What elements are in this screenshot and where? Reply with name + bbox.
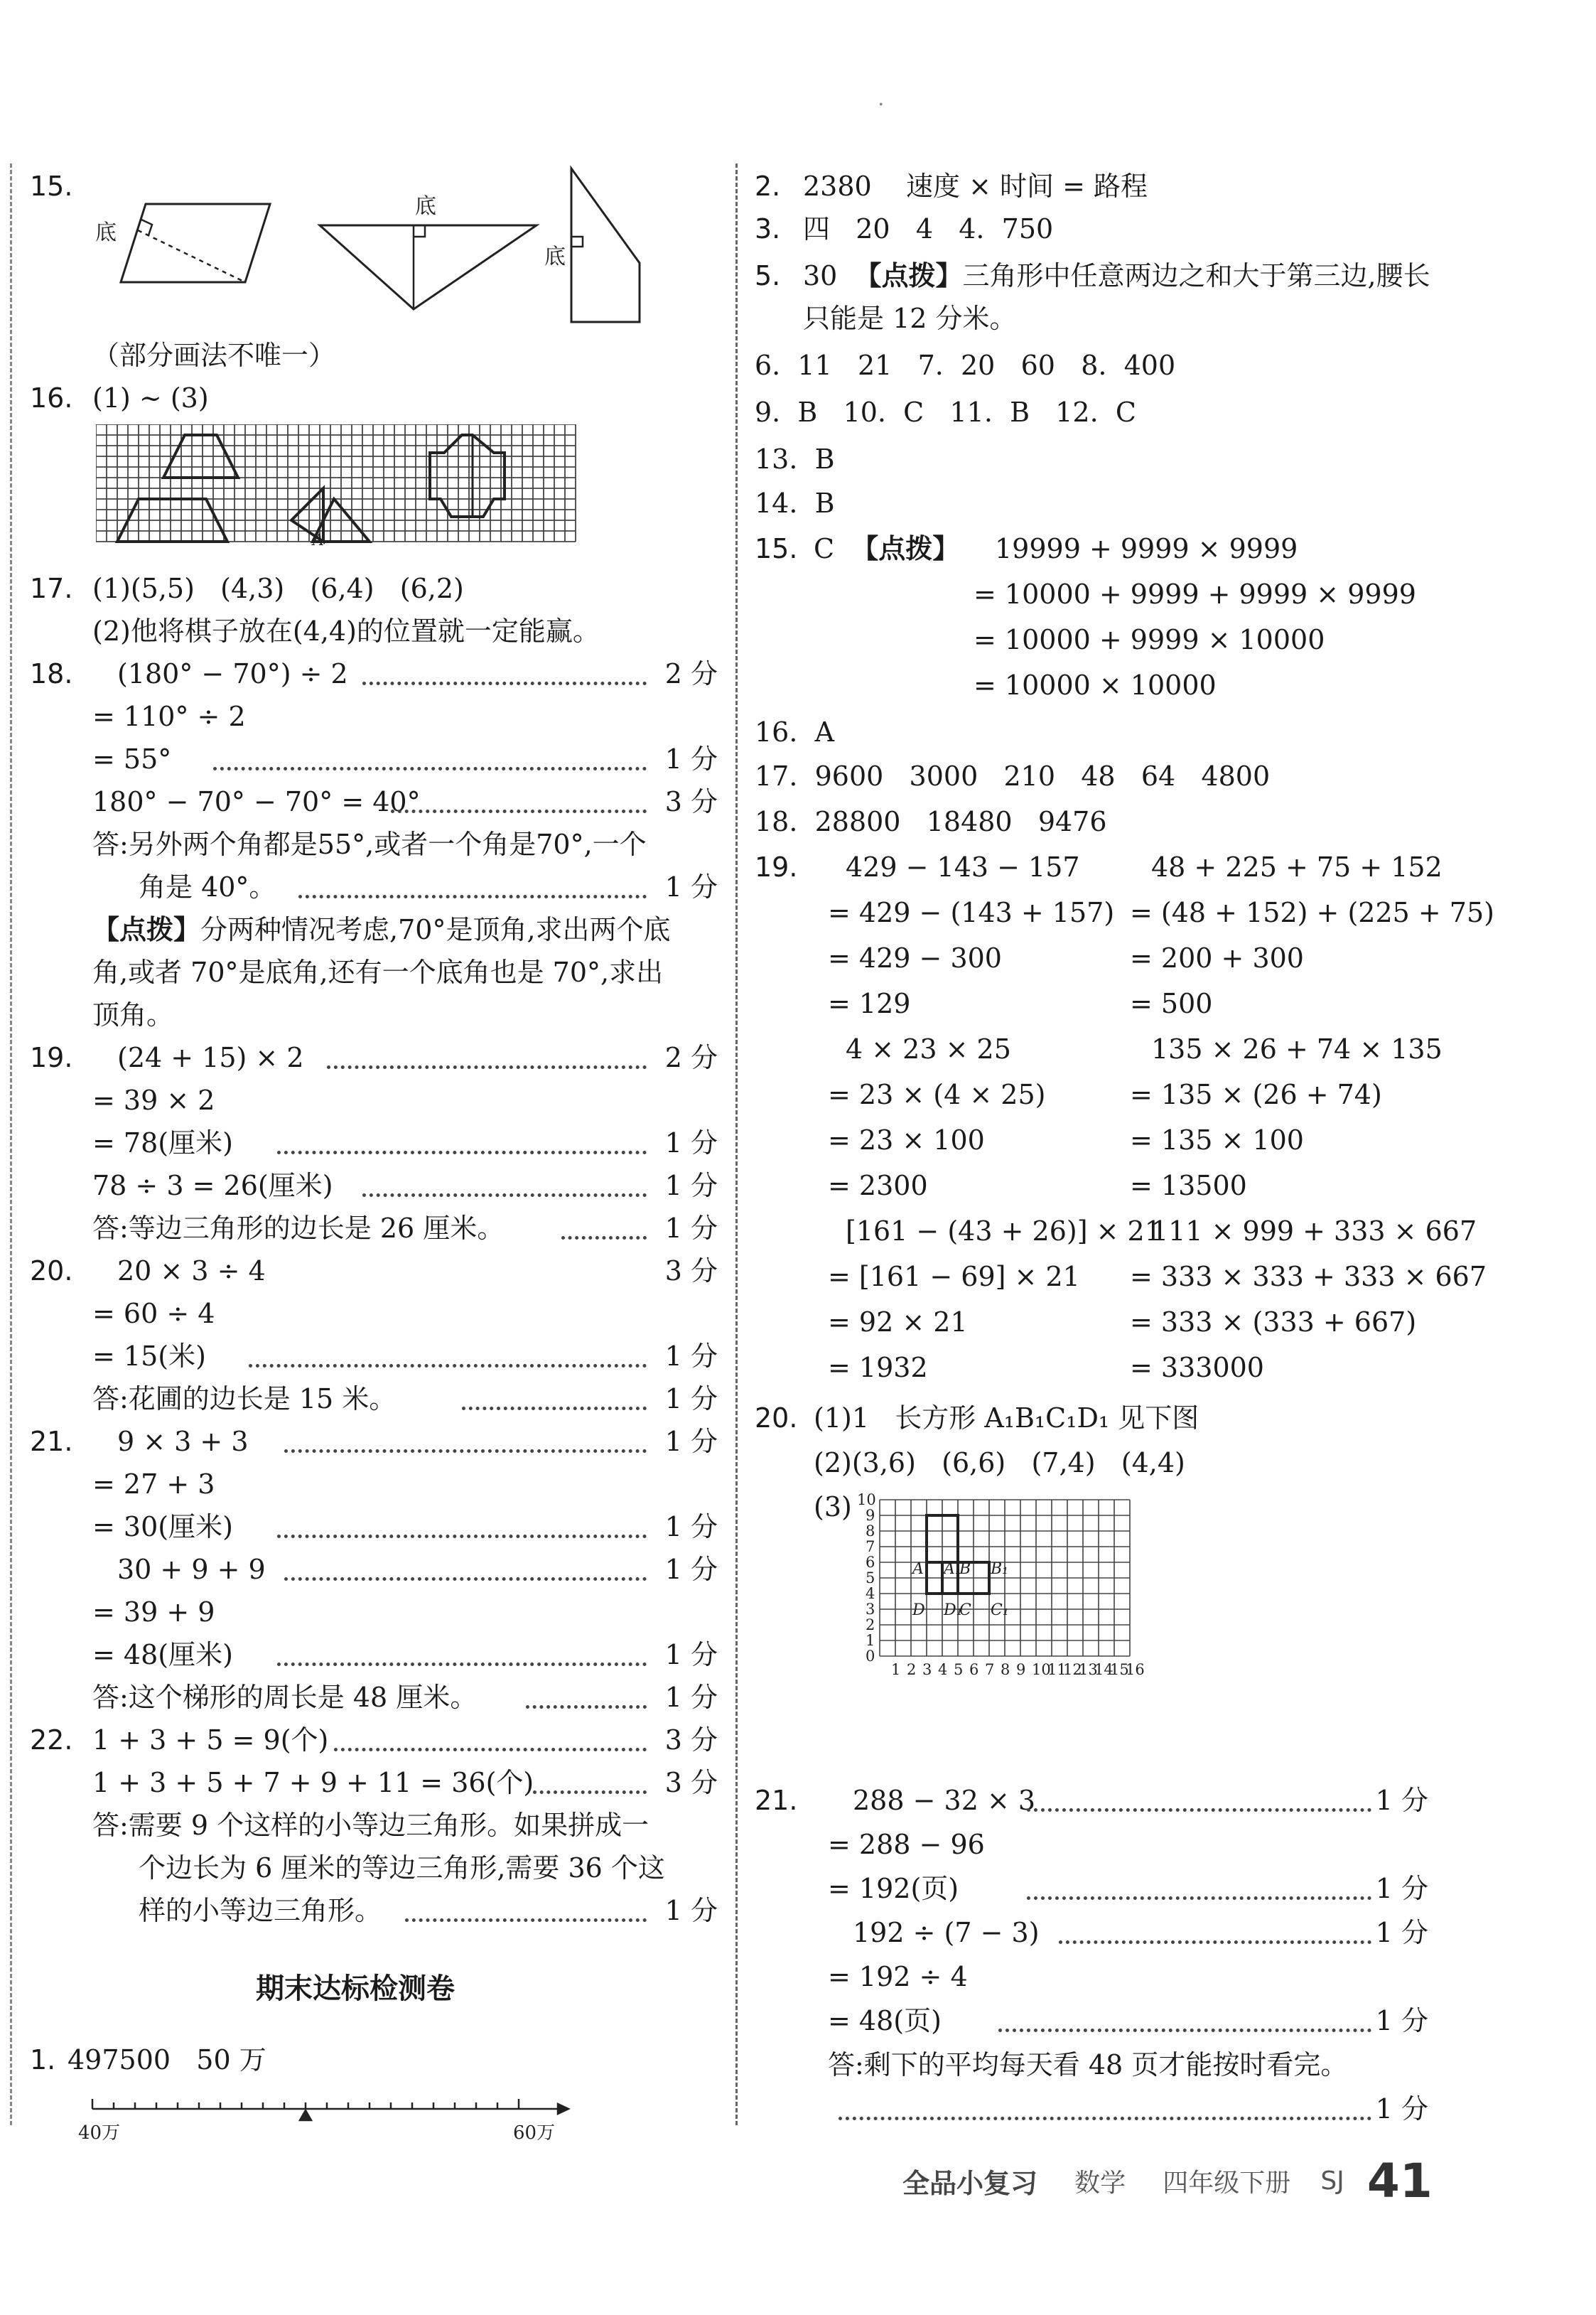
q18-tip-line2: 角,或者 70°是底角,还有一个底角也是 70°,求出 bbox=[92, 957, 664, 988]
r15-answer: C bbox=[814, 533, 852, 564]
grid20-point-label: D bbox=[912, 1601, 925, 1619]
r21-score6: 1 分 bbox=[1375, 2005, 1428, 2036]
q20-line2: = 60 ÷ 4 bbox=[92, 1298, 215, 1329]
q22-line2: 1 + 3 + 5 + 7 + 9 + 11 = 36(个) bbox=[92, 1767, 534, 1798]
r21-line4: 192 ÷ (7 − 3) bbox=[853, 1917, 1040, 1948]
e1-axis-end: 60万 bbox=[513, 2122, 556, 2144]
r20-label: 20. bbox=[755, 1402, 798, 1434]
grid20-y-tick: 5 bbox=[866, 1569, 875, 1586]
q19-line2: = 39 × 2 bbox=[92, 1085, 215, 1116]
q18-dots4 bbox=[391, 810, 647, 813]
q18-line3: = 55° bbox=[92, 743, 172, 775]
grid20-y-tick: 2 bbox=[866, 1616, 875, 1633]
q21-score6: 1 分 bbox=[664, 1639, 718, 1670]
grid20-y-tick: 7 bbox=[866, 1538, 875, 1555]
r21-score1: 1 分 bbox=[1375, 1785, 1428, 1816]
grid20-point-label: A bbox=[912, 1560, 924, 1578]
r19-c1-7: = 2300 bbox=[828, 1170, 928, 1201]
q19-line5: 答:等边三角形的边长是 26 厘米。 bbox=[92, 1213, 505, 1244]
r21-label: 21. bbox=[755, 1785, 798, 1816]
q18-score1: 2 分 bbox=[664, 658, 718, 689]
q19-score5: 1 分 bbox=[664, 1213, 718, 1244]
grid20-point-label: C₁ bbox=[991, 1601, 1009, 1619]
r19-c1-1: = 429 − (143 + 157) bbox=[828, 897, 1115, 928]
footer-subject: 数学 bbox=[1074, 2169, 1126, 2198]
q20-label: 20. bbox=[30, 1255, 73, 1287]
grid20-x-tick: 15 bbox=[1110, 1661, 1129, 1678]
q21-label: 21. bbox=[30, 1426, 73, 1457]
grid20-point-label: C bbox=[959, 1601, 971, 1619]
grid20-x-tick: 6 bbox=[969, 1661, 979, 1678]
r5-answer: 30 bbox=[803, 260, 855, 291]
r21-dots1 bbox=[1027, 1808, 1371, 1812]
r19-c2-5: = 135 × (26 + 74) bbox=[1130, 1079, 1382, 1110]
grid20-y-tick: 9 bbox=[866, 1507, 875, 1524]
q19-score1: 2 分 bbox=[664, 1042, 718, 1073]
r19-c1-8: [161 − (43 + 26)] × 21 bbox=[846, 1215, 1162, 1247]
r19-c1-11: = 1932 bbox=[828, 1352, 928, 1383]
q22-dots2 bbox=[533, 1790, 647, 1794]
q18-line2: = 110° ÷ 2 bbox=[92, 701, 246, 732]
r15-line1: 19999 + 9999 × 9999 bbox=[995, 533, 1298, 564]
grid20-x-tick: 3 bbox=[922, 1661, 932, 1678]
grid20-point-label: B bbox=[959, 1560, 971, 1578]
q18-score3: 1 分 bbox=[664, 743, 718, 775]
q18-dots3 bbox=[213, 767, 647, 770]
q22-dots5 bbox=[405, 1918, 647, 1922]
top-dot: · bbox=[878, 92, 885, 117]
q19-dots1 bbox=[327, 1065, 647, 1069]
r19-c1-3: = 129 bbox=[828, 988, 911, 1019]
q20-line3: = 15(米) bbox=[92, 1341, 206, 1372]
r20-line2: (2)(3,6) (6,6) (7,4) (4,4) bbox=[814, 1447, 1185, 1478]
r19-c2-10: = 333 × (333 + 667) bbox=[1130, 1306, 1417, 1338]
q22-line4: 个边长为 6 厘米的等边三角形,需要 36 个这 bbox=[139, 1852, 665, 1884]
q19-line3: = 78(厘米) bbox=[92, 1127, 233, 1159]
q18-line4: 180° − 70° − 70° = 40° bbox=[92, 786, 421, 817]
grid20-x-tick: 14 bbox=[1094, 1661, 1114, 1678]
grid20-x-tick: 12 bbox=[1063, 1661, 1082, 1678]
r19-label: 19. bbox=[755, 852, 798, 883]
r21-dots8 bbox=[839, 2117, 1371, 2120]
q17-label: 17. bbox=[30, 573, 73, 604]
grid20-x-tick: 2 bbox=[907, 1661, 917, 1678]
q18-line1: (180° − 70°) ÷ 2 bbox=[117, 658, 348, 689]
grid20-point-label: B₁ bbox=[991, 1560, 1008, 1578]
q21-dots4 bbox=[284, 1577, 647, 1581]
r19-c1-6: = 23 × 100 bbox=[828, 1124, 985, 1156]
q20-score1: 3 分 bbox=[664, 1255, 718, 1287]
r5-line2: 只能是 12 分米。 bbox=[803, 303, 1017, 334]
q21-line5: = 39 + 9 bbox=[92, 1596, 215, 1628]
q21-line7: 答:这个梯形的周长是 48 厘米。 bbox=[92, 1682, 478, 1713]
q20-score3: 1 分 bbox=[664, 1341, 718, 1372]
q18-line5: 答:另外两个角都是55°,或者一个角是70°,一个 bbox=[92, 829, 647, 860]
r5-tip-keyword: 【点拨】 bbox=[854, 260, 963, 291]
r21-line6: = 48(页) bbox=[828, 2005, 942, 2036]
r21-score4: 1 分 bbox=[1375, 1917, 1428, 1948]
q20-line1: 20 × 3 ÷ 4 bbox=[117, 1255, 266, 1287]
r14-text: 14. B bbox=[755, 488, 835, 519]
r15-label: 15. bbox=[755, 533, 798, 564]
q22-line3: 答:需要 9 个这样的小等边三角形。如果拼成一 bbox=[92, 1810, 649, 1841]
r17-text: 17. 9600 3000 210 48 64 4800 bbox=[755, 761, 1271, 792]
parallelogram bbox=[121, 204, 270, 282]
grid20-x-tick: 10 bbox=[1032, 1661, 1051, 1678]
footer-page-number: 41 bbox=[1366, 2154, 1433, 2208]
q19-dots3 bbox=[277, 1151, 647, 1154]
r9-text: 9. B 10. C 11. B 12. C bbox=[755, 397, 1136, 428]
q19-score4: 1 分 bbox=[664, 1170, 718, 1201]
footer-grade: 四年级下册 bbox=[1163, 2169, 1291, 2198]
r19-c1-2: = 429 − 300 bbox=[828, 942, 1002, 974]
grid20-y-tick: 8 bbox=[866, 1522, 875, 1540]
e1-axis-arrow bbox=[558, 2104, 568, 2114]
q22-score5: 1 分 bbox=[664, 1895, 718, 1926]
q18-dots1 bbox=[362, 682, 647, 685]
q18-tip-line1 bbox=[92, 912, 671, 952]
r15-line4: = 10000 × 10000 bbox=[974, 670, 1217, 701]
q16-text: (1) ~ (3) bbox=[92, 382, 209, 414]
q21-score4: 1 分 bbox=[664, 1554, 718, 1585]
footer-edition: SJ bbox=[1320, 2166, 1344, 2196]
q22-score2: 3 分 bbox=[664, 1767, 718, 1798]
q15-label: 15. bbox=[30, 171, 73, 202]
parallelogram-right-angle bbox=[141, 220, 152, 235]
parallelogram-base-label: 底 bbox=[95, 220, 117, 245]
q21-dots6 bbox=[277, 1663, 647, 1666]
r19-c1-4: 4 × 23 × 25 bbox=[846, 1033, 1011, 1065]
grid20-y-tick: 3 bbox=[866, 1601, 875, 1618]
r20-line3: (3) bbox=[814, 1491, 852, 1522]
r15-line3: = 10000 + 9999 × 10000 bbox=[974, 624, 1325, 655]
q16-grid bbox=[96, 424, 579, 549]
grid20-point-label: D₁ bbox=[944, 1601, 963, 1619]
trapezoid-base-label: 底 bbox=[544, 245, 566, 269]
r21-score8: 1 分 bbox=[1375, 2093, 1428, 2125]
r21-dots6 bbox=[998, 2029, 1371, 2032]
q21-line6: = 48(厘米) bbox=[92, 1639, 233, 1670]
q21-line3: = 30(厘米) bbox=[92, 1511, 233, 1542]
q19-dots4 bbox=[362, 1193, 647, 1197]
trapezoid bbox=[571, 168, 640, 322]
q18-line6: 角是 40°。 bbox=[139, 871, 276, 903]
r5-line1 bbox=[803, 258, 1430, 298]
r19-c2-7: = 13500 bbox=[1130, 1170, 1247, 1201]
r3-text: 四 20 4 4. 750 bbox=[803, 213, 1054, 245]
r15-line2: = 10000 + 9999 + 9999 × 9999 bbox=[974, 579, 1416, 610]
q19-line4: 78 ÷ 3 = 26(厘米) bbox=[92, 1170, 333, 1201]
q18-score4: 3 分 bbox=[664, 786, 718, 817]
q22-dots1 bbox=[334, 1748, 647, 1751]
grid20-point-label: A₁ bbox=[944, 1560, 961, 1578]
grid20-x-tick: 7 bbox=[985, 1661, 995, 1678]
q21-score3: 1 分 bbox=[664, 1511, 718, 1542]
r19-c1-9: = [161 − 69] × 21 bbox=[828, 1261, 1080, 1292]
r3-label: 3. bbox=[755, 213, 781, 245]
parallelogram-height bbox=[138, 230, 245, 282]
left-edge-line bbox=[10, 163, 12, 2125]
r20-coordinate-grid bbox=[846, 1480, 1258, 1693]
q21-line2: = 27 + 3 bbox=[92, 1468, 215, 1500]
q19-dots5 bbox=[561, 1236, 647, 1240]
r19-c2-1: = (48 + 152) + (225 + 75) bbox=[1130, 897, 1494, 928]
r21-line7: 答:剩下的平均每天看 48 页才能按时看完。 bbox=[828, 2049, 1348, 2080]
e1-text: 497500 50 万 bbox=[68, 2044, 266, 2075]
q22-line5: 样的小等边三角形。 bbox=[139, 1895, 382, 1926]
r5-label: 5. bbox=[755, 260, 781, 291]
e1-axis-marker bbox=[300, 2110, 311, 2120]
r18-text: 18. 28800 18480 9476 bbox=[755, 806, 1107, 837]
q19-label: 19. bbox=[30, 1042, 73, 1073]
q21-dots1 bbox=[284, 1449, 647, 1453]
q21-dots3 bbox=[277, 1535, 647, 1538]
triangle-base-label: 底 bbox=[415, 194, 436, 219]
r15-tip-keyword: 【点拨】 bbox=[851, 533, 960, 564]
q18-tip-line3: 顶角。 bbox=[92, 999, 174, 1031]
q22-label: 22. bbox=[30, 1724, 73, 1756]
grid20-x-tick: 8 bbox=[1001, 1661, 1010, 1678]
grid20-x-tick: 9 bbox=[1016, 1661, 1026, 1678]
grid20-x-tick: 16 bbox=[1126, 1661, 1145, 1678]
q16-point-a: A bbox=[313, 532, 324, 549]
r5-tip-text: 三角形中任意两边之和大于第三边,腰长 bbox=[962, 260, 1430, 291]
grid20-x-tick: 13 bbox=[1079, 1661, 1098, 1678]
trapezoid-right-angle bbox=[571, 237, 583, 247]
r21-line5: = 192 ÷ 4 bbox=[828, 1961, 968, 1992]
q18-tip-text1: 分两种情况考虑,70°是顶角,求出两个底 bbox=[200, 914, 671, 945]
section-title: 期末达标检测卷 bbox=[256, 1972, 455, 2005]
triangle-right-angle bbox=[414, 225, 425, 237]
r21-line3: = 192(页) bbox=[828, 1873, 959, 1904]
grid20-y-tick: 0 bbox=[866, 1648, 875, 1665]
grid20-y-tick: 10 bbox=[857, 1491, 876, 1508]
r19-c1-0: 429 − 143 − 157 bbox=[846, 852, 1080, 883]
r20-line1: (1)1 长方形 A₁B₁C₁D₁ 见下图 bbox=[814, 1402, 1199, 1434]
q16-label: 16. bbox=[30, 382, 73, 414]
r21-dots4 bbox=[1059, 1940, 1371, 1944]
q21-score7: 1 分 bbox=[664, 1682, 718, 1713]
q18-label: 18. bbox=[30, 658, 73, 689]
q15-figure bbox=[92, 160, 647, 331]
r19-c1-10: = 92 × 21 bbox=[828, 1306, 968, 1338]
r19-c2-4: 135 × 26 + 74 × 135 bbox=[1151, 1033, 1443, 1065]
octagon-shape bbox=[430, 435, 505, 517]
r16-text: 16. A bbox=[755, 716, 835, 748]
grid20-y-tick: 6 bbox=[866, 1554, 875, 1571]
q20-score4: 1 分 bbox=[664, 1383, 718, 1414]
q22-line1: 1 + 3 + 5 = 9(个) bbox=[92, 1724, 329, 1756]
r19-c1-5: = 23 × (4 × 25) bbox=[828, 1079, 1046, 1110]
q15-note: （部分画法不唯一） bbox=[92, 340, 336, 371]
r21-line2: = 288 − 96 bbox=[828, 1829, 985, 1860]
q21-line1: 9 × 3 + 3 bbox=[117, 1426, 249, 1457]
q17-line1: (1)(5,5) (4,3) (6,4) (6,2) bbox=[92, 573, 464, 604]
r13-text: 13. B bbox=[755, 444, 835, 475]
e1-axis-start: 40万 bbox=[78, 2122, 121, 2144]
grid20-x-tick: 1 bbox=[891, 1661, 901, 1678]
footer bbox=[902, 2154, 1433, 2211]
r19-c2-3: = 500 bbox=[1130, 988, 1213, 1019]
footer-brand: 全品小复习 bbox=[902, 2168, 1038, 2199]
q20-dots4 bbox=[462, 1407, 647, 1410]
r21-line1: 288 − 32 × 3 bbox=[853, 1785, 1036, 1816]
r19-c2-8: 111 × 999 + 333 × 667 bbox=[1151, 1215, 1477, 1247]
column-divider bbox=[735, 163, 738, 2125]
q20-line4: 答:花圃的边长是 15 米。 bbox=[92, 1383, 397, 1414]
e1-label: 1. bbox=[30, 2044, 56, 2075]
r21-dots3 bbox=[1027, 1896, 1371, 1900]
q21-line4: 30 + 9 + 9 bbox=[117, 1554, 266, 1585]
q21-dots7 bbox=[526, 1705, 647, 1709]
grid20-x-tick: 5 bbox=[954, 1661, 964, 1678]
e1-number-line bbox=[78, 2088, 590, 2144]
r19-c2-0: 48 + 225 + 75 + 152 bbox=[1151, 852, 1443, 883]
obtuse-triangle bbox=[320, 225, 537, 309]
r19-c2-6: = 135 × 100 bbox=[1130, 1124, 1304, 1156]
q17-line2: (2)他将棋子放在(4,4)的位置就一定能赢。 bbox=[92, 616, 600, 647]
r2-text: 2380 速度 × 时间 = 路程 bbox=[803, 171, 1148, 202]
r19-c2-11: = 333000 bbox=[1130, 1352, 1264, 1383]
q18-dots6 bbox=[298, 895, 647, 898]
r21-score3: 1 分 bbox=[1375, 1873, 1428, 1904]
q20-dots3 bbox=[249, 1364, 647, 1368]
q19-score3: 1 分 bbox=[664, 1127, 718, 1159]
q18-score6: 1 分 bbox=[664, 871, 718, 903]
q19-line1: (24 + 15) × 2 bbox=[117, 1042, 304, 1073]
q18-tip-keyword: 【点拨】 bbox=[92, 914, 201, 945]
grid20-y-tick: 4 bbox=[866, 1585, 875, 1602]
q21-score1: 1 分 bbox=[664, 1426, 718, 1457]
grid20-x-tick: 11 bbox=[1047, 1661, 1067, 1678]
r19-c2-9: = 333 × 333 + 333 × 667 bbox=[1130, 1261, 1487, 1292]
r6-text: 6. 11 21 7. 20 60 8. 400 bbox=[755, 350, 1176, 381]
r19-c2-2: = 200 + 300 bbox=[1130, 942, 1304, 974]
r15-answer-row bbox=[814, 531, 959, 571]
grid20-x-tick: 4 bbox=[938, 1661, 948, 1678]
r2-label: 2. bbox=[755, 171, 781, 202]
q22-score1: 3 分 bbox=[664, 1724, 718, 1756]
grid20-y-tick: 1 bbox=[866, 1632, 875, 1649]
